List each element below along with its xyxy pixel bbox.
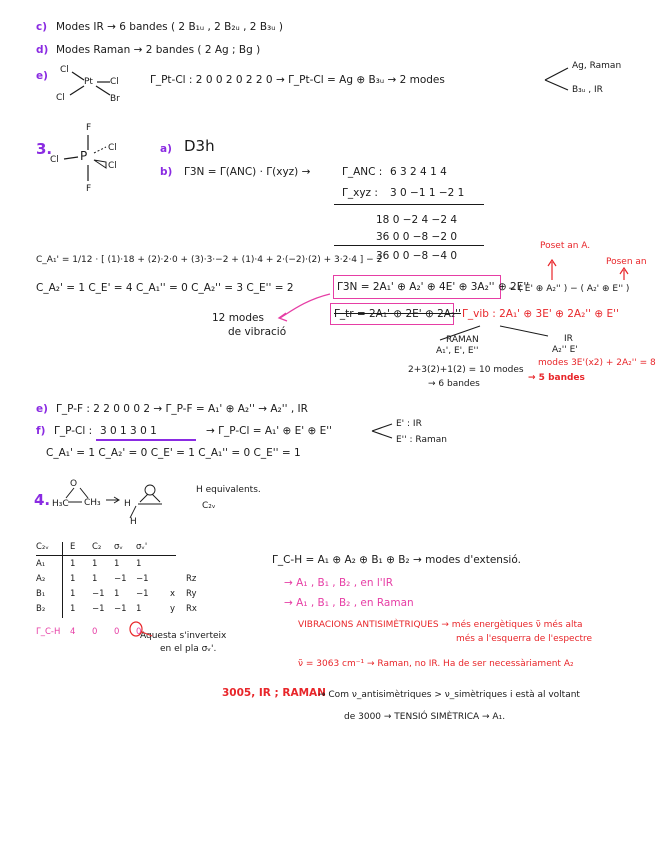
table-cell: 1 [70, 604, 76, 614]
q3-f-coeffs: C_A₁' = 1 C_A₂' = 0 C_E' = 1 C_A₁'' = 0 C_E'' = 1 [46, 447, 301, 459]
gamma-ch-row-value: 4 [70, 627, 76, 637]
ir-line: → A₁ , B₁ , B₂ , en l'IR [284, 577, 394, 589]
f-branch-ir: E' : IR [396, 419, 422, 429]
section-c-label: c) [36, 21, 48, 33]
section-d-text: Modes Raman → 2 bandes ( 2 Ag ; Bg ) [56, 44, 261, 56]
gamma-ch-row-value: 0 [136, 627, 142, 637]
red-note-b: Posen an [606, 257, 647, 267]
final-red: 3005, IR ; RAMAN [222, 687, 326, 699]
section-d-label: d) [36, 44, 49, 56]
molecule-o: O [70, 479, 78, 489]
red-note-a: Poset an A. [540, 241, 591, 251]
red-note-1b: més a l'esquerra de l'espectre [456, 634, 593, 644]
table-cell: 1 [70, 574, 76, 584]
table-cell: 1 [114, 559, 120, 569]
molecule-pt: Pt [84, 77, 93, 87]
table-header-cell: σᵥ [114, 542, 123, 552]
molecule-cl-right-2: Cl [108, 161, 117, 171]
table-cell: −1 [92, 604, 105, 614]
table-cell: −1 [114, 604, 127, 614]
xyz-row-label: Γ_xyz : [342, 187, 378, 199]
table-header-cell: C₂ [92, 542, 102, 552]
product-row-2: 36 0 0 −8 −2 0 [376, 231, 458, 243]
question-4-number: 4. [34, 491, 51, 509]
q3-e-text: Γ_P-F : 2 2 0 0 0 2 → Γ_P-F = A₁' ⊕ A₂'' → A₂'' , IR [56, 403, 308, 415]
q3-f-text-a: Γ_P-Cl : [54, 425, 93, 437]
table-cell: −1 [92, 589, 105, 599]
table-cell: 1 [114, 589, 120, 599]
xyz-row-values: 3 0 −1 1 −2 1 [390, 187, 465, 199]
modes-12-b: de vibració [228, 326, 287, 338]
molecule-p: P [80, 149, 88, 163]
count-red-2: → 5 bandes [528, 373, 585, 383]
molecule-right: CH₃ [84, 498, 101, 508]
final-line-1: → Com ν_antisimètriques > ν_simètriques i està al voltant [318, 690, 580, 700]
product-row-3: 36 0 0 −8 −4 0 [376, 250, 458, 262]
table-header-cell: C₂ᵥ [36, 542, 49, 552]
molecule-h-label-2: H [130, 517, 137, 527]
gamma-ch-row-value: 0 [114, 627, 120, 637]
table-row-irrep: B₁ [36, 589, 46, 599]
molecule-cl-top: Cl [60, 65, 69, 75]
molecule-f-bottom: F [86, 184, 92, 194]
table-cell: 1 [136, 604, 142, 614]
table-header-cell: σᵥ' [136, 542, 148, 552]
table-cell: 1 [92, 559, 98, 569]
modes-12: 12 modes [212, 312, 264, 324]
q3-b-label: b) [160, 166, 173, 178]
red-note-2: ν̃ = 3063 cm⁻¹ → Raman, no IR. Ha de ser necessàriament A₂ [298, 659, 574, 669]
section-c-text: Modes IR → 6 bandes ( 2 B₁ᵤ , 2 B₂ᵤ , 2 B₃ᵤ ) [56, 21, 283, 33]
q3-a-text: D3h [184, 137, 215, 155]
molecule-f-top: F [86, 123, 92, 133]
anc-row-label: Γ_ANC : [342, 166, 383, 178]
gamma-3n: Γ3N = 2A₁' ⊕ A₂' ⊕ 4E' ⊕ 3A₂'' ⊕ 2E'' [337, 281, 530, 293]
table-cell: 1 [70, 559, 76, 569]
ir-terms: A₂'' E' [552, 345, 578, 355]
molecule-cl-right: Cl [110, 77, 119, 87]
q3-f-label: f) [36, 425, 46, 437]
molecule-br: Br [110, 94, 120, 104]
table-row-irrep: A₁ [36, 559, 46, 569]
table-rotation: Rz [186, 574, 197, 584]
q3-f-text-b: → Γ_P-Cl = A₁' ⊕ E' ⊕ E'' [206, 425, 332, 437]
branch-raman: Ag, Raman [572, 61, 622, 71]
table-rotation: Ry [186, 589, 197, 599]
molecule-h-label: H [124, 499, 131, 509]
molecule-cl-left: Cl [50, 155, 59, 165]
f-branch-raman: E'' : Raman [396, 435, 447, 445]
count-black: 2+3(2)+1(2) = 10 modes [408, 365, 524, 375]
gamma-ch: Γ_C-H = A₁ ⊕ A₂ ⊕ B₁ ⊕ B₂ → modes d'extensió. [272, 554, 521, 566]
red-note-1a: VIBRACIONS ANTISIMÈTRIQUES → més energètiques ν̃ més alta [298, 620, 583, 630]
branch-ir: B₃ᵤ , IR [572, 85, 603, 95]
table-cell: −1 [136, 574, 149, 584]
formula-ca1: C_A₁' = 1/12 · [ (1)·18 + (2)·2·0 + (3)·3·−2 + (1)·4 + 2·(−2)·(2) + 3·2·4 ] − 2 [36, 255, 383, 265]
table-cell: −1 [114, 574, 127, 584]
question-3-number: 3. [36, 140, 53, 158]
gamma-ch-row-label: Γ_C-H [36, 627, 61, 637]
section-e-label: e) [36, 70, 48, 82]
count-red: modes 3E'(x2) + 2A₂'' = 8 [538, 358, 656, 368]
count-black-2: → 6 bandes [428, 379, 480, 389]
gamma-vib: Γ_vib : 2A₁' ⊕ 3E' ⊕ 2A₂'' ⊕ E'' [462, 308, 619, 320]
c2v-note: C₂ᵥ [202, 501, 216, 511]
coefficients: C_A₂' = 1 C_E' = 4 C_A₁'' = 0 C_A₂'' = 3 C_E'' = 2 [36, 282, 294, 294]
q3-e-label: e) [36, 403, 48, 415]
gamma-pt-cl-text: Γ_Pt-Cl : 2 0 0 2 0 2 2 0 → Γ_Pt-Cl = Ag ⊕ B₃ᵤ → 2 modes [150, 74, 445, 86]
table-header-cell: E [70, 542, 76, 552]
gamma-tr: Γ_tr = 2A₁' ⊕ 2E' ⊕ 2A₂'' [334, 308, 461, 320]
h-equivalents: H equivalents. [196, 485, 261, 495]
q3-f-values: 3 0 1 3 0 1 [100, 425, 157, 437]
molecule-cl-right-1: Cl [108, 143, 117, 153]
raman-terms: A₁', E', E'' [436, 346, 479, 356]
molecule-left: H₃C [52, 499, 69, 509]
table-rotation: Rx [186, 604, 197, 614]
final-line-2: de 3000 → TENSIÓ SIMÈTRICA → A₁. [344, 712, 506, 722]
table-cell: 1 [136, 559, 142, 569]
table-cell: −1 [136, 589, 149, 599]
table-cell: 1 [70, 589, 76, 599]
gamma-minus-part: − ( E' ⊕ A₂'' ) − ( A₂' ⊕ E'' ) [508, 284, 630, 294]
q3-a-label: a) [160, 143, 172, 155]
aquesta-line-1: Aquesta s'inverteix [140, 631, 227, 641]
anc-row-values: 6 3 2 4 1 4 [390, 166, 447, 178]
table-cell: 1 [92, 574, 98, 584]
raman-title: RAMAN [446, 335, 479, 345]
gamma-ch-row-value: 0 [92, 627, 98, 637]
table-row-irrep: A₂ [36, 574, 46, 584]
product-row-1: 18 0 −2 4 −2 4 [376, 214, 458, 226]
table-row-irrep: B₂ [36, 604, 46, 614]
table-linear-function: y [170, 604, 176, 614]
q3-b-text: Γ3N = Γ(ANC) · Γ(xyz) → [184, 166, 311, 178]
aquesta-line-2: en el pla σᵥ'. [160, 644, 217, 654]
molecule-cl-left: Cl [56, 93, 65, 103]
table-linear-function: x [170, 589, 176, 599]
raman-line: → A₁ , B₁ , B₂ , en Raman [284, 597, 414, 609]
ir-title: IR [564, 334, 573, 344]
